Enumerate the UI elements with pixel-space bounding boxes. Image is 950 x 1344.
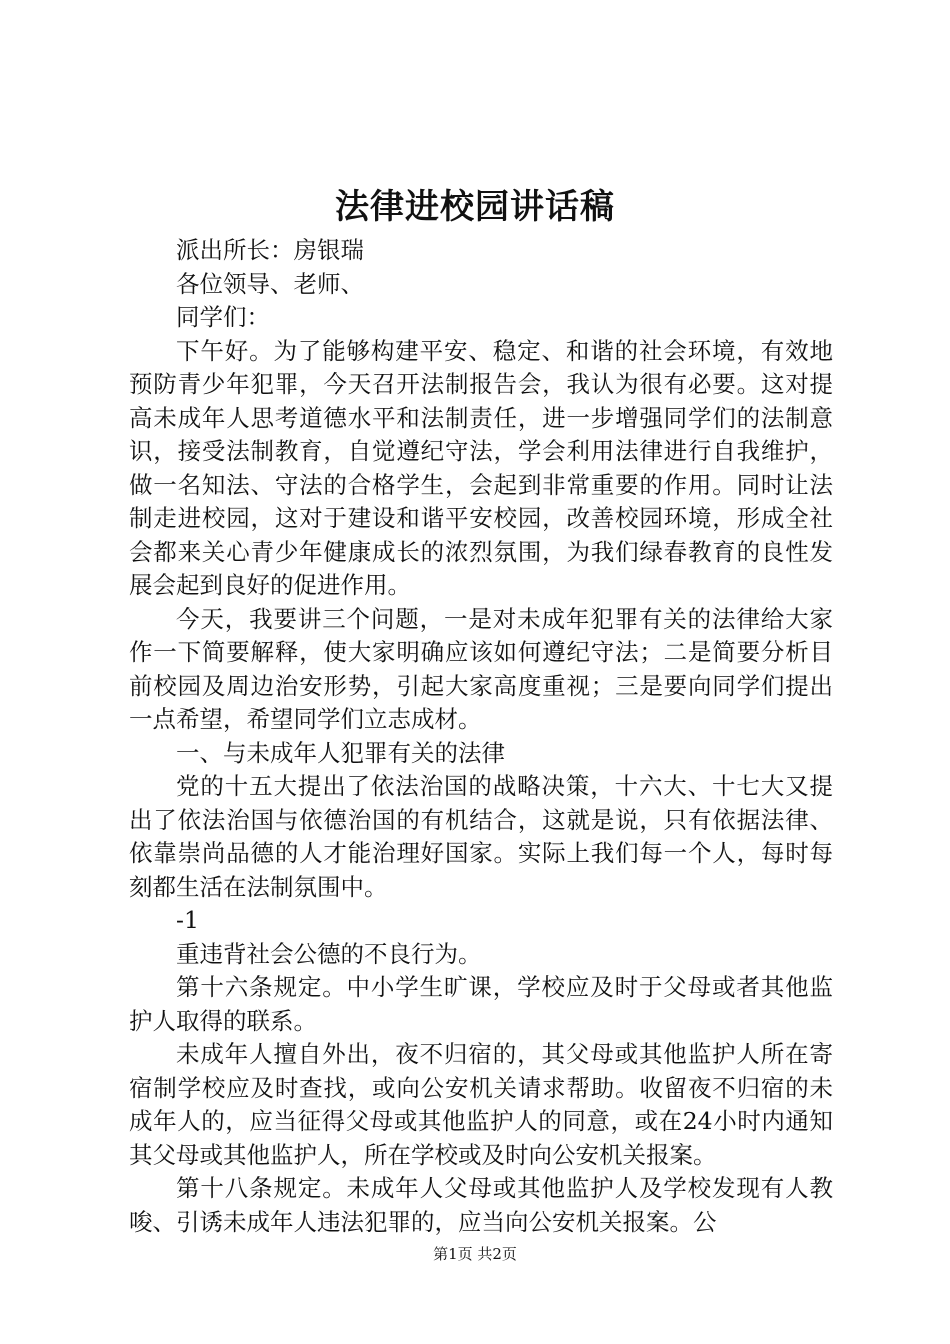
paragraph-article-16: 第十六条规定。中小学生旷课，学校应及时于父母或者其他监护人取得的联系。	[129, 973, 833, 1035]
paragraph-marker: -1	[176, 906, 199, 934]
paragraph-greeting-1: 各位领导、老师、	[176, 269, 364, 298]
paragraph-runaway: 未成年人擅自外出，夜不归宿的，其父母或其他监护人所在寄宿制学校应及时查找，或向公安机关请求帮助。收留夜不归宿的未成年人的，应当征得父母或其他监护人的同意，或在24小时内通知其父母或其他监护人，所在学校或及时向公安机关报案。	[129, 1040, 833, 1169]
section-heading: 一、与未成年人犯罪有关的法律	[176, 738, 505, 767]
paragraph-intro: 下午好。为了能够构建平安、稳定、和谐的社会环境，有效地预防青少年犯罪，今天召开法制报告会，我认为很有必要。这对提高未成年人思考道德水平和法制责任，进一步增强同学们的法制意识，接受法制教育，自觉遵纪守法，学会利用法律进行自我维护，做一名知法、守法的合格学生，会起到非常重要的作用。同时让法制走进校园，这对于建设和谐平安校园，改善校园环境，形成全社会都来关心青少年健康成长的浓烈氛围，为我们绿春教育的良性发展会起到良好的促进作用。	[129, 336, 833, 599]
paragraph-speaker: 派出所长：房银瑞	[176, 236, 364, 264]
paragraph-greeting-2: 同学们：	[176, 303, 270, 331]
paragraph-article-18: 第十八条规定。未成年人父母或其他监护人及学校发现有人教唆、引诱未成年人违法犯罪的，应当向公安机关报案。公	[129, 1174, 833, 1236]
page-footer: 第1页 共2页	[433, 1245, 517, 1263]
document-title: 法律进校园讲话稿	[335, 187, 615, 227]
paragraph-bad-behavior: 重违背社会公德的不良行为。	[176, 939, 482, 968]
document-body	[129, 234, 833, 1239]
paragraph-outline: 今天，我要讲三个问题，一是对未成年犯罪有关的法律给大家作一下简要解释，使大家明确应该如何遵纪守法；二是简要分析目前校园及周边治安形势，引起大家高度重视；三是要向同学们提出一点希望，希望同学们立志成材。	[129, 604, 833, 733]
paragraph-rule-of-law: 党的十五大提出了依法治国的战略决策，十六大、十七大又提出了依法治国与依德治国的有机结合，这就是说，只有依据法律、依靠崇尚品德的人才能治理好国家。实际上我们每一个人，每时每刻都生活在法制氛围中。	[129, 772, 833, 901]
